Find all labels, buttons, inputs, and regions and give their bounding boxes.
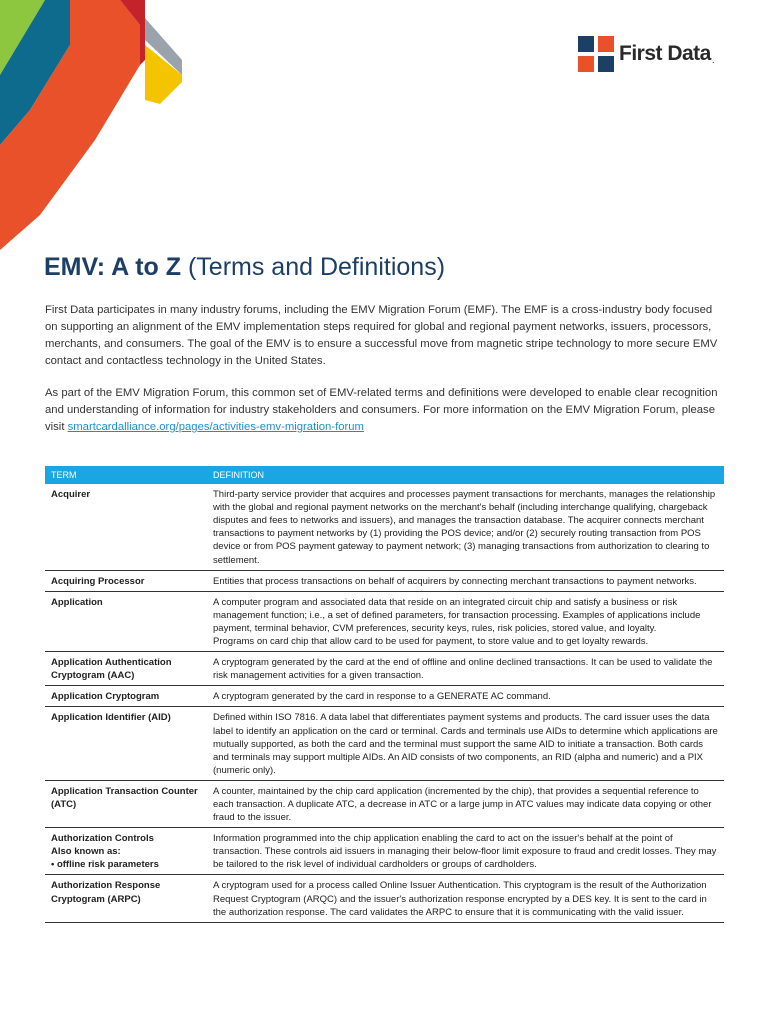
brand-dot: .	[711, 55, 715, 66]
table-row	[45, 828, 724, 875]
title-main: EMV: A to Z	[44, 253, 182, 281]
table-row	[45, 686, 724, 707]
brand-name: First Data	[619, 42, 711, 65]
definition-text: Third-party service provider that acquires and processes payment transactions for merchants, manages the relationship with the global and regional payment networks on the merchant's behalf (including interchange qualifying, chargeback disputes and fees to networks and issuers), and manages the transaction database. The acquirer connects merchant transactions to payment networks by (1) providing the POS device; and/or (2) securely routing transaction from POS device or from POS payment gateway to payment network; (3) managing transactions from authorization to clearing to settlement.	[213, 489, 716, 566]
definition-cell	[207, 591, 724, 651]
term-name: Acquiring Processor	[51, 575, 145, 587]
term-name: Acquirer	[51, 489, 91, 501]
definition-cell	[207, 780, 724, 827]
page-title	[44, 253, 445, 282]
table-row	[45, 591, 724, 651]
term-name: Application Authentication Cryptogram (AAC)	[51, 657, 172, 682]
definition-cell	[207, 484, 724, 570]
table-row	[45, 707, 724, 780]
definition-text: A cryptogram used for a process called Online Issuer Authentication. This cryptogram is the result of the Authorization Request Cryptogram (ARQC) and the issuer's authorization response encrypted by a DES key. It is sent to the card in the authorization response. The card validates the ARPC to ensure that it is communicating with the valid issuer.	[213, 880, 707, 918]
term-name: Application Transaction Counter (ATC)	[51, 785, 198, 810]
intro-paragraph-2	[45, 385, 725, 436]
term-cell	[45, 591, 207, 651]
terms-table	[45, 466, 724, 923]
term-cell	[45, 875, 207, 922]
term-cell	[45, 828, 207, 875]
term-cell	[45, 707, 207, 780]
definition-text: Programs on card chip that allow card to be used for payment, to store value and to get loyalty rewards.	[213, 636, 649, 648]
corner-decoration	[0, 0, 200, 260]
title-sub: (Terms and Definitions)	[187, 253, 446, 281]
definition-cell	[207, 875, 724, 922]
aka-item: • offline risk parameters	[51, 859, 159, 871]
first-data-mark-icon	[578, 36, 614, 72]
definition-header: DEFINITION	[207, 466, 724, 484]
terms-table-body	[45, 484, 724, 922]
term-cell	[45, 652, 207, 686]
definition-cell	[207, 652, 724, 686]
definition-text: Entities that process transactions on behalf of acquirers by connecting merchant transactions to payment networks.	[213, 575, 697, 587]
term-name: Application	[51, 596, 103, 608]
intro-paragraph-1: First Data participates in many industry forums, including the EMV Migration Forum (EMF). The EMF is a cross-industry body focused on supporting an alignment of the EMV implementation steps required for global and regional payment networks, issuers, processors, merchants, and consumers. The goal of the EMV is to ensure a successful move from magnetic stripe technology to more secure EMV contact and contactless technology in the United States.	[45, 304, 718, 367]
term-name: Application Cryptogram	[51, 691, 160, 703]
term-cell	[45, 484, 207, 570]
definition-text: A cryptogram generated by the card in response to a GENERATE AC command.	[213, 691, 551, 703]
term-cell	[45, 686, 207, 707]
table-row	[45, 875, 724, 922]
table-row	[45, 570, 724, 591]
aka-label: Also known as:	[51, 846, 121, 858]
table-row	[45, 484, 724, 570]
definition-cell	[207, 686, 724, 707]
term-name: Application Identifier (AID)	[51, 712, 171, 724]
table-header-row	[45, 466, 724, 484]
definition-text: Defined within ISO 7816. A data label that differentiates payment systems and products. The card issuer uses the data label to identify an application on the card or terminal. Cards and terminals use AIDs to determine which applications are mutually supported, as both the card and the terminal must support the same AID to initiate a transaction. Both cards and terminals may support multiple AIDs. An AID consists of two components, an RID (alpha and numeric) and a PIX (numeric only).	[213, 712, 718, 776]
term-cell	[45, 780, 207, 827]
table-row	[45, 652, 724, 686]
term-name: Authorization Response Cryptogram (ARPC)	[51, 880, 161, 905]
first-data-logo	[578, 36, 715, 72]
definition-text: A counter, maintained by the chip card application (incremented by the chip), that provides a sequential reference to each transaction. A duplicate ATC, a decrease in ATC or a large jump in ATC values may indicate data copying or other fraud to the issuer.	[213, 785, 712, 824]
table-row	[45, 780, 724, 827]
definition-cell	[207, 828, 724, 875]
definition-text: A computer program and associated data that reside on an integrated circuit chip and satisfy a business or risk management function; i.e., a set of defined parameters, for transaction processing. Examples of applications include payment, terminal behavior, CVM preferences, security keys, rules, risk policies, stored value, and loyalty.	[213, 596, 701, 634]
emf-link[interactable]: smartcardalliance.org/pages/activities-emv-migration-forum	[67, 421, 364, 433]
term-header: TERM	[45, 466, 207, 484]
term-cell	[45, 570, 207, 591]
definition-cell	[207, 707, 724, 780]
intro-paragraph-2-text: As part of the EMV Migration Forum, this common set of EMV-related terms and definitions were developed to enable clear recognition and understanding of information for industry stakeholders and consumers. For more information on the EMV Migration Forum, please visit	[45, 387, 718, 433]
definition-cell	[207, 570, 724, 591]
definition-text: Information programmed into the chip application enabling the card to act on the issuer's behalf at the point of transaction. These controls aid issuers in managing their below-floor limit exposure to fraud and credit losses. They may be tailored to the risk level of individual cardholders or groups of cardholders.	[213, 833, 717, 871]
term-name: Authorization Controls	[51, 833, 154, 845]
definition-text: A cryptogram generated by the card at the end of offline and online declined transactions. It can be used to validate the risk management activities for a given transaction.	[213, 657, 713, 682]
